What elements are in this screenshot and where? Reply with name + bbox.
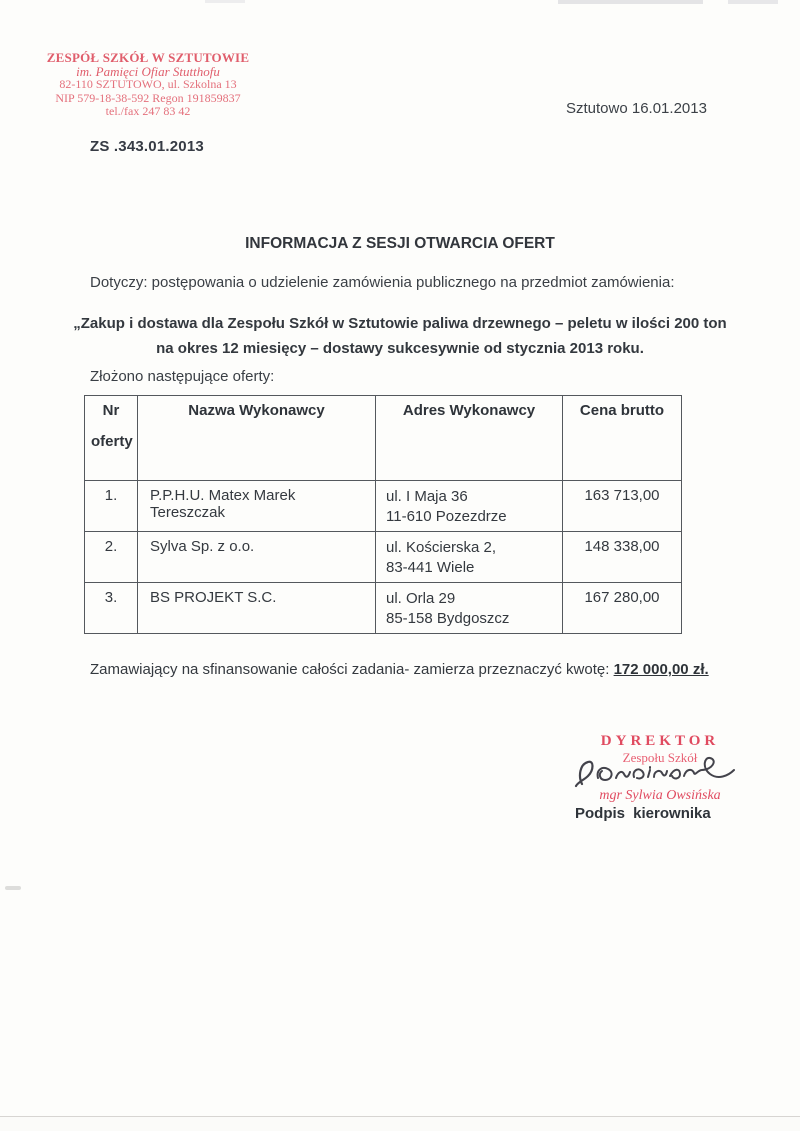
contractor-address bbox=[376, 532, 563, 583]
signature-caption: Podpis kierownika bbox=[575, 805, 711, 822]
column-header-nr-oferty bbox=[85, 396, 138, 481]
financing-statement bbox=[90, 661, 770, 678]
gross-price: 163 713,00 bbox=[563, 481, 682, 532]
scan-artifact-top bbox=[558, 0, 703, 4]
address-line-2: 11-610 Pozezdrze bbox=[386, 508, 507, 525]
column-header-gap bbox=[91, 419, 131, 433]
gross-price: 167 280,00 bbox=[563, 583, 682, 634]
org-stamp-name: ZESPÓŁ SZKÓŁ W SZTUTOWIE bbox=[46, 50, 250, 65]
director-stamp-name: mgr Sylwia Owsińska bbox=[599, 788, 721, 803]
scan-artifact-top bbox=[205, 0, 245, 3]
column-header-nr-line1: Nr bbox=[102, 402, 120, 419]
offer-number: 1. bbox=[85, 481, 138, 532]
org-stamp-phone: tel./fax 247 83 42 bbox=[105, 104, 191, 118]
column-header-nr-line2: oferty bbox=[91, 433, 133, 450]
org-stamp-nip-regon: NIP 579-18-38-592 Regon 191859837 bbox=[55, 90, 241, 105]
director-stamp-org: Zespołu Szkół bbox=[622, 750, 698, 765]
contractor-name: P.P.H.U. Matex Marek Tereszczak bbox=[138, 481, 376, 532]
document-title: INFORMACJA Z SESJI OTWARCIA OFERT bbox=[245, 235, 555, 252]
intro-line: Dotyczy: postępowania o udzielenie zamówienia publicznego na przedmiot zamówienia: bbox=[90, 274, 675, 291]
subject-line-1: „Zakup i dostawa dla Zespołu Szkół w Sztutowie paliwa drzewnego – peletu w ilości 200 ton bbox=[73, 315, 727, 332]
address-line-1: ul. I Maja 36 bbox=[386, 488, 468, 505]
document-date: Sztutowo 16.01.2013 bbox=[566, 100, 707, 117]
contractor-name: Sylva Sp. z o.o. bbox=[138, 532, 376, 583]
table-header-row bbox=[85, 396, 682, 481]
subject-line-2: na okres 12 miesięcy – dostawy sukcesywnie od stycznia 2013 roku. bbox=[156, 340, 644, 357]
column-header-nazwa: Nazwa Wykonawcy bbox=[138, 396, 376, 481]
financing-amount: 172 000,00 zł. bbox=[613, 661, 709, 678]
address-line-1: ul. Orla 29 bbox=[386, 590, 456, 607]
contractor-name: BS PROJEKT S.C. bbox=[138, 583, 376, 634]
address-line-2: 83-441 Wiele bbox=[386, 559, 475, 576]
table-row bbox=[85, 481, 682, 532]
scan-artifact-bottom-fade bbox=[0, 1117, 800, 1131]
org-stamp-address: 82-110 SZTUTOWO, ul. Szkolna 13 bbox=[59, 77, 237, 91]
offers-table bbox=[84, 395, 682, 634]
gross-price: 148 338,00 bbox=[563, 532, 682, 583]
procurement-subject bbox=[60, 311, 740, 361]
org-stamp-patron: im. Pamięci Ofiar Stutthofu bbox=[76, 63, 220, 79]
handwritten-signature bbox=[568, 750, 746, 796]
address-line-2: 85-158 Bydgoszcz bbox=[386, 610, 510, 627]
scan-artifact-top bbox=[728, 0, 778, 4]
organization-stamp bbox=[44, 51, 252, 119]
table-row bbox=[85, 532, 682, 583]
offer-number: 2. bbox=[85, 532, 138, 583]
director-stamp-role: DYREKTOR bbox=[600, 733, 720, 749]
financing-text: Zamawiający na sfinansowanie całości zadania- zamierza przeznaczyć kwotę: bbox=[90, 661, 614, 678]
offers-intro: Złożono następujące oferty: bbox=[90, 368, 275, 385]
column-header-adres: Adres Wykonawcy bbox=[376, 396, 563, 481]
contractor-address bbox=[376, 481, 563, 532]
scan-artifact-left-margin bbox=[5, 886, 21, 890]
address-line-1: ul. Kościerska 2, bbox=[386, 539, 497, 556]
contractor-address bbox=[376, 583, 563, 634]
column-header-cena: Cena brutto bbox=[563, 396, 682, 481]
reference-number: ZS .343.01.2013 bbox=[90, 138, 204, 155]
offer-number: 3. bbox=[85, 583, 138, 634]
table-row bbox=[85, 583, 682, 634]
